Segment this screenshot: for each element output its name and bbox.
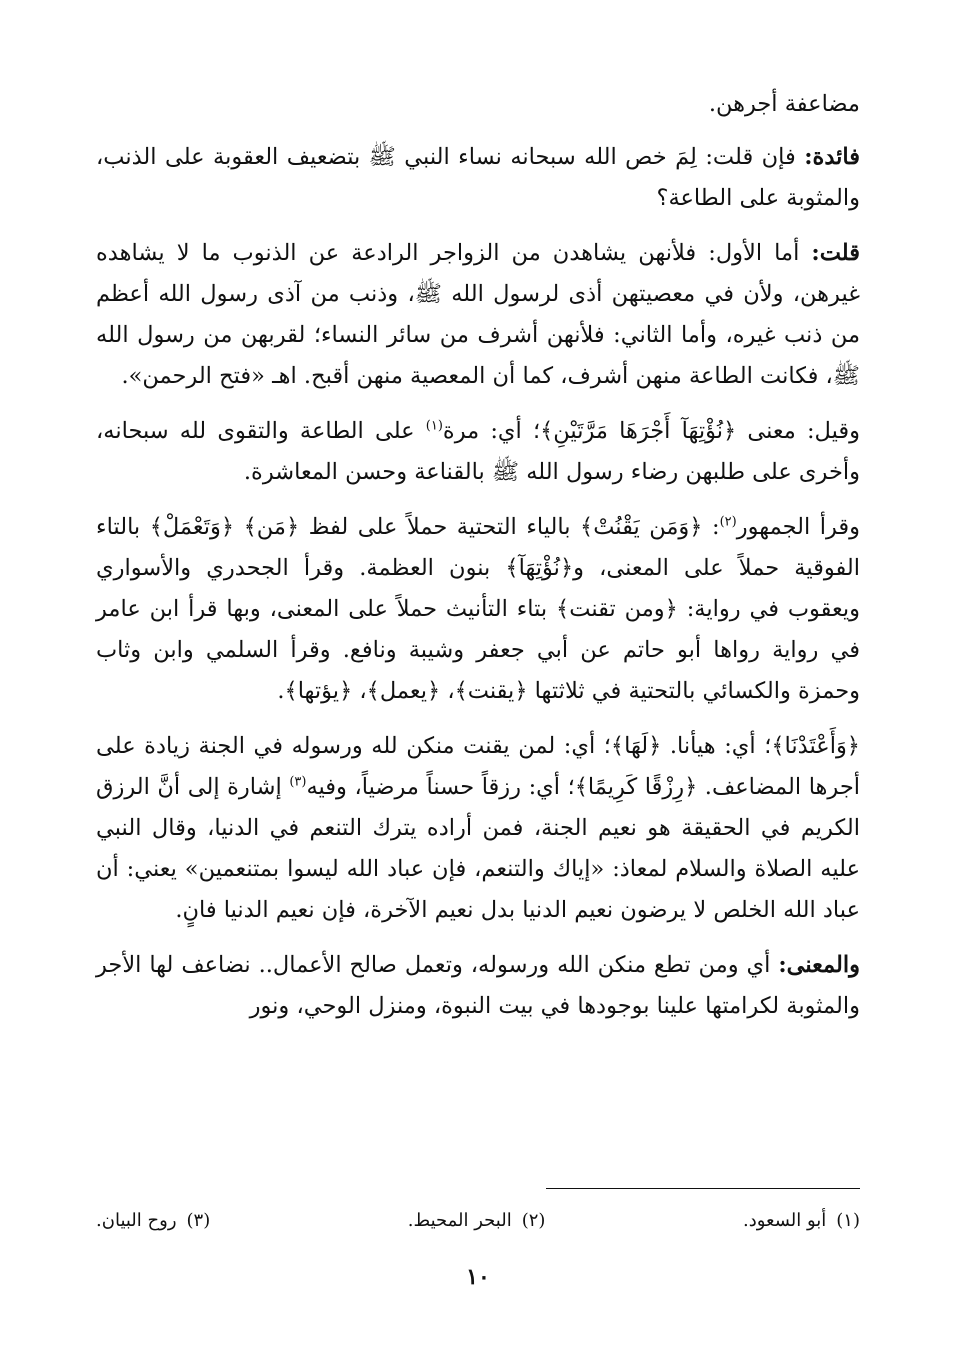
paragraph-qila (96, 411, 860, 493)
paragraph-continuation (96, 84, 860, 125)
footnote-marker: (٣) (289, 774, 307, 790)
paragraph-qultu (96, 233, 860, 397)
footnote-divider (546, 1188, 860, 1189)
footnote-marker: (١) (425, 418, 443, 434)
paragraph-lead: فائدة: (804, 144, 860, 170)
footnote-text: البحر المحيط. (407, 1210, 512, 1231)
paragraph-lead: والمعنى: (778, 952, 860, 978)
paragraph-lead: قلت: (811, 240, 860, 266)
paragraph-text: وقرأ الجمهور (736, 514, 860, 540)
footnote-marker: (٢) (719, 514, 737, 530)
footnote-number: (١) (836, 1210, 860, 1231)
paragraph-text: أي ومن تطع منكن الله ورسوله، وتعمل صالح الأعمال.. نضاعف لها الأجر والمثوبة لكرامتها علينا بوجودها في بيت النبوة، ومنزل الوحي، ونور (96, 952, 860, 1019)
paragraph-text: على الطاعة والتقوى لله سبحانه، وأخرى على طلبهن رضاء رسول الله ﷺ بالقناعة وحسن المعاشرة. (96, 418, 860, 485)
paragraph-text: مضاعفة أجرهن. (708, 91, 860, 117)
footnote-text: أبو السعود. (742, 1210, 827, 1231)
paragraph-text: فإن قلت: لِمَ خص الله سبحانه نساء النبي ﷺ بتضعيف العقوبة على الذنب، والمثوبة على الطاعة؟ (96, 144, 860, 211)
paragraph-qiraat (96, 507, 860, 712)
paragraph-text: إشارة إلى أنَّ الرزق الكريم في الحقيقة هو نعيم الجنة، فمن أراده يترك التنعم في الدنيا، وقال النبي عليه الصلاة والسلام لمعاذ: «إياك والتنعم، فإن عباد الله ليسوا بمتنعمين» يعني: أن عباد الله الخلص لا يرضون نعيم الدنيا بدل نعيم الآخرة، فإن نعيم الدنيا فانٍ. (96, 774, 860, 923)
paragraph-aatadna (96, 726, 860, 931)
footnotes (96, 1204, 860, 1238)
page-number: ١٠ (466, 1264, 490, 1290)
footnote-number: (٣) (186, 1210, 211, 1231)
paragraph-faida (96, 137, 860, 219)
paragraph-mana (96, 945, 860, 1027)
paragraph-text: أما الأول: فلأنهن يشاهدن من الزواجر الرادعة عن الذنوب ما لا يشاهده غيرهن، ولأن في معصيتهن أذى لرسول الله ﷺ، وذنب من آذى رسول الله أعظم من ذنب غيره، وأما الثاني: فلأنهن أشرف من سائر النساء؛ لقربهن من رسول الله ﷺ، فكانت الطاعة منهن أشرف، كما أن المعصية منهن أقبح. اهـ «فتح الرحمن». (96, 240, 860, 389)
paragraph-text: : ﴿وَمَن يَقْنُتْ﴾ بالياء التحتية حملاً على لفظ ﴿مَن﴾ ﴿وَتَعْمَلْ﴾ بالتاء الفوقية حملاً على المعنى، و﴿نُؤْتِهَآ﴾ بنون العظمة. وقرأ الجحدري والأسواري ويعقوب في رواية: ﴿ومن تقنت﴾ بتاء التأنيث حملاً على المعنى، وبها قرأ ابن عامر في رواية رواها أبو حاتم عن أبي جعفر وشيبة ونافع. وقرأ السلمي وابن وثاب وحمزة والكسائي بالتحتية في ثلاثتها ﴿يقنت﴾، ﴿يعمل﴾، ﴿يؤتها﴾. (96, 514, 860, 704)
footnote-item (96, 1204, 210, 1238)
footnote-text: روح البيان. (96, 1210, 177, 1231)
paragraph-text: ﴿وَأَعْتَدْنَا﴾؛ أي: هيأنا. ﴿لَهَا﴾؛ أي: لمن يقنت منكن لله ورسوله في الجنة زيادة على أجرها المضاعف. ﴿رِزْقًا كَرِيمًا﴾؛ أي: رزقاً حسناً مرضياً، وفيه (96, 733, 860, 800)
footnote-item (743, 1204, 860, 1238)
footnote-number: (٢) (521, 1210, 546, 1231)
paragraph-text: وقيل: معنى ﴿نُؤْتِهَآ أَجْرَهَا مَرَّتَيْنِ﴾؛ أي: مرة (442, 418, 860, 444)
footnote-item (408, 1204, 546, 1238)
